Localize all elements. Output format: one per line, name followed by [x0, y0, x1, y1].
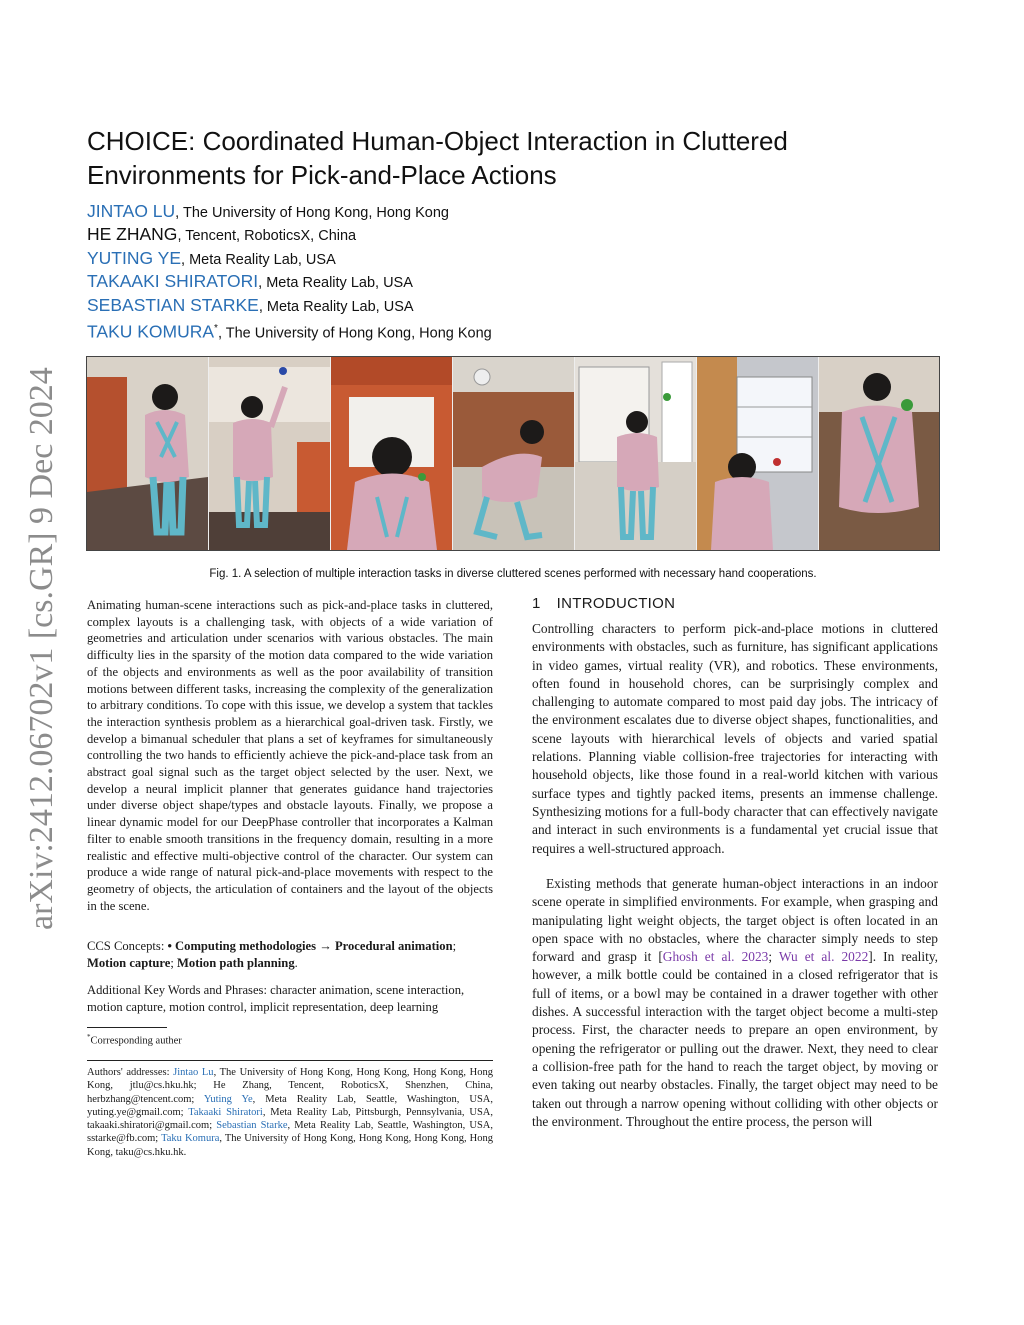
- ccs-concept: Computing methodologies: [175, 939, 317, 953]
- author-affiliation: , The University of Hong Kong, Hong Kong: [217, 325, 492, 342]
- section-number: 1: [532, 595, 541, 612]
- figure-panel: [453, 357, 574, 550]
- footnote-text: Corresponding auther: [90, 1035, 182, 1047]
- abstract: Animating human-scene interactions such as pick-and-place tasks in cluttered, complex layouts is a challenging task, with objects of a wide variation of geometries and articulation under scenarios with various obstacles. The main difficulty lies in the sparsity of the motion data compared to the wide variation of the objects and environments as well as the poor availability of transition motions between different tasks, increasing the complexity of the generalization to arbitrary conditions. To cope with this issue, we develop a system that tackles the interaction synthesis problem as a hierarchical goal-driven task. Firstly, we develop a bimanual scheduler that plans a set of keyframes for simultaneously controlling the two hands to efficiently achieve the pick-and-place task from an abstract goal signal such as the target object selected by the user. Next, we develop a neural implicit planner that generates guidance hand trajectories under diverse object shape/types and obstacle layouts. Finally, we propose a linear dynamic model for our DeepPhase controller that incorporates a Kalman filter to enable smooth transitions in the frequency domain, resulting in a more realistic and effective multi-objective control of the character. Our system can produce a wide range of natural pick-and-place movements with respect to the geometry of objects, the articulation of containers and the layout of the objects in the scene.: [87, 598, 493, 913]
- author-name-link[interactable]: JINTAO LU: [87, 201, 176, 221]
- author-address-text: , Meta Reality Lab, Pittsburgh, Pennsylvania, USA, takaaki.shiratori@gmail.com;: [87, 1106, 493, 1132]
- author-affiliation: , Meta Reality Lab, USA: [181, 251, 336, 268]
- ccs-separator: ;: [170, 956, 178, 970]
- ccs-arrow: →: [316, 939, 335, 953]
- author-name-link[interactable]: TAKU KOMURA: [87, 321, 215, 342]
- figure-caption: Fig. 1. A selection of multiple interaction tasks in diverse cluttered scenes performed with necessary hand cooperations.: [209, 568, 817, 580]
- ccs-concept: Procedural animation: [334, 939, 453, 953]
- author-name: HE ZHANG: [87, 224, 178, 245]
- arxiv-identifier-stamp: arXiv:2412.06702v1 [cs.GR] 9 Dec 2024: [23, 367, 60, 930]
- author-address-link[interactable]: Takaaki Shiratori: [188, 1106, 263, 1118]
- author-entry: [87, 223, 947, 246]
- ccs-concept: Motion capture: [87, 956, 171, 970]
- author-name-link[interactable]: YUTING YE: [87, 247, 182, 268]
- footnote-mark: *: [87, 1033, 91, 1041]
- intro-paragraph: Controlling characters to perform pick-and-place motions in cluttered environments with obstacles, such as furniture, has significant applications in video games, virtual reality (VR), and robotics. These environments, often found in household chores, can be surprisingly complex and challenging to automate compared to most paid day jobs. The intricacy of the environment escalates due to diverse object shapes, functionalities, and scene layouts with hierarchical levels of objects and varied spatial relations. Planning viable collision-free trajectories for interacting with household objects, like those found in a real-world kitchen with various surface types and tightly packed items, presents an immense challenge. Synthesizing motions for a full-body character that can effectively navigate and interact in such environments is a fundamental yet crucial issue that requires a well-structured approach.: [532, 621, 938, 856]
- author-affiliation: , The University of Hong Kong, Hong Kong: [175, 205, 449, 221]
- footnote-divider: [87, 1027, 167, 1028]
- author-address-text: , The University of Hong Kong, Hong Kong, Hong Kong, Hong Kong, jtlu@cs.hku.hk; He Zhang, Tencent, RoboticsX, Shenzhen, China, herbzhang@tencent.com;: [87, 1067, 493, 1105]
- author-affiliation: , Meta Reality Lab, USA: [258, 275, 413, 292]
- author-address-text: , The University of Hong Kong, Hong Kong, Hong Kong, Hong Kong, taku@cs.hku.hk.: [87, 1133, 493, 1158]
- citation-link[interactable]: Ghosh et al. 2023: [662, 949, 769, 965]
- teaser-figure: [86, 356, 940, 551]
- figure-panel: [819, 357, 939, 550]
- addresses-lead: Authors' addresses:: [87, 1067, 174, 1078]
- figure-panel: [697, 357, 818, 550]
- citation-link[interactable]: Wu et al. 2022: [778, 949, 869, 965]
- author-name-link[interactable]: TAKAAKI SHIRATORI: [87, 271, 259, 292]
- citation-separator: ;: [768, 949, 779, 965]
- ccs-end: .: [294, 956, 298, 970]
- paragraph-text: Existing methods that generate human-object interactions in an indoor scene operate in simplified environments. For example, when grasping and manipulating light weight objects, the target object is often located in an open space with no obstacles, where the character simply needs to step forward and grasp it [: [532, 876, 938, 965]
- teaser-figure-image: [87, 357, 939, 550]
- author-list: [87, 200, 947, 340]
- author-addresses: [87, 1066, 493, 1159]
- author-entry: [87, 317, 947, 340]
- author-address-text: , Meta Reality Lab, Seattle, Washington, USA, yuting.ye@gmail.com;: [87, 1093, 494, 1118]
- author-entry: [87, 294, 947, 317]
- author-address-link[interactable]: Yuting Ye: [203, 1093, 253, 1105]
- author-address-link[interactable]: Jintao Lu: [173, 1067, 214, 1078]
- author-entry: [87, 200, 947, 223]
- intro-paragraph: [532, 875, 938, 1131]
- author-entry: [87, 270, 947, 293]
- keywords: Additional Key Words and Phrases: character animation, scene interaction, motion capture, motion control, implicit representation, deep learning: [87, 983, 465, 1014]
- author-address-link[interactable]: Sebastian Starke: [216, 1120, 288, 1132]
- address-divider: [87, 1060, 493, 1061]
- ccs-concepts: [87, 938, 493, 972]
- section-heading-introduction: [532, 595, 938, 612]
- section-title: INTRODUCTION: [556, 595, 676, 612]
- corresponding-author-footnote: [87, 1033, 493, 1047]
- author-entry: [87, 247, 947, 270]
- ccs-label: CCS Concepts:: [87, 939, 168, 953]
- author-name-link[interactable]: SEBASTIAN STARKE: [87, 294, 259, 315]
- ccs-concept: Motion path planning: [177, 956, 295, 970]
- author-address-text: , Meta Reality Lab, Seattle, Washington, USA, sstarke@fb.com;: [87, 1120, 493, 1145]
- figure-panel: [575, 357, 696, 550]
- author-affiliation: , Meta Reality Lab, USA: [258, 298, 414, 315]
- ccs-separator: ;: [452, 939, 457, 953]
- figure-panel: [331, 357, 452, 550]
- author-address-link[interactable]: Taku Komura: [161, 1133, 220, 1145]
- author-affiliation: , Tencent, RoboticsX, China: [177, 228, 357, 245]
- paper-title: CHOICE: Coordinated Human-Object Interaction in Cluttered Environments for Pick-and-Place Actions: [87, 126, 788, 190]
- figure-panel: [209, 357, 330, 550]
- paragraph-text: ]. In reality, however, a milk bottle could be contained in a closed refrigerator that is full of items, or a bowl may be contained in a drawer together with other dishes. A successful interaction with the target object become a multi-step process. First, the character needs to prepare an open environment, by opening the refrigerator or pulling out the drawer. Next, they need to clear a collision-free path for the hand to reach the target object, by moving or even taking out nearby obstacles. Finally, the target object may need to be taken out through a narrow opening without colliding with other objects or the environment. Throughout the entire process, the person will: [532, 949, 939, 1129]
- ccs-bullet: •: [167, 939, 176, 953]
- corresponding-author-mark: *: [214, 322, 218, 334]
- figure-panel: [87, 357, 208, 550]
